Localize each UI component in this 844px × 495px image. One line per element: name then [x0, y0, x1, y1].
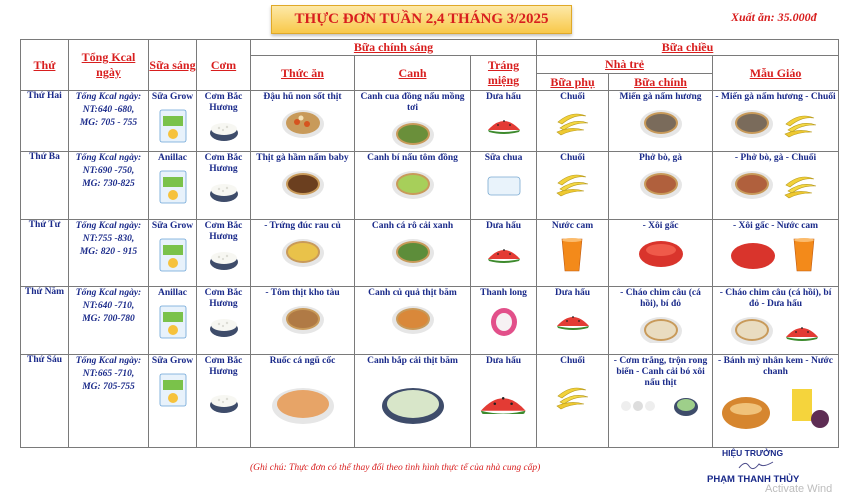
header-soup: Canh — [355, 56, 471, 91]
food-cell: Ruốc cá ngũ cốc — [251, 355, 355, 448]
principal-name: PHẠM THANH THỦY — [707, 474, 800, 485]
tofu-dish-icon — [281, 108, 325, 140]
milk-cell: Sữa Grow — [149, 91, 197, 152]
day-cell: Thứ Tư — [21, 220, 69, 287]
meal-cost: Xuất ăn: 35.000đ — [731, 10, 817, 24]
table-row — [21, 91, 839, 152]
header-kindergarten: Mẫu Giáo — [713, 56, 839, 91]
snack-cell: Chuối — [537, 91, 609, 152]
banana-icon — [556, 108, 590, 138]
bread-lemonade-icon — [720, 383, 832, 435]
pho-bowl-icon — [639, 169, 683, 201]
soup-cell: Canh bắp cải thịt băm — [355, 355, 471, 448]
table-row — [21, 355, 839, 448]
header-milk: Sữa sáng — [149, 40, 197, 91]
nursery-main-cell: - Xôi gấc — [609, 220, 713, 287]
table-row — [21, 152, 839, 220]
rice-bowl-icon — [209, 180, 239, 202]
dessert-cell: Thanh long — [471, 287, 537, 355]
principal-title: HIỆU TRƯỞNG — [722, 448, 784, 458]
braised-pork-icon — [281, 304, 325, 336]
rice-bowl-icon — [209, 119, 239, 141]
header-dessert: Tráng miệng — [471, 56, 537, 91]
header-nursery: Nhà trẻ — [537, 56, 713, 74]
pho-banana-icon — [730, 169, 822, 201]
milk-box-icon — [158, 108, 188, 144]
kindergarten-cell: - Miến gà nấm hương - Chuối — [713, 91, 839, 152]
snack-cell: Chuối — [537, 355, 609, 448]
sticky-rice-juice-icon — [728, 237, 824, 273]
watermelon-icon — [486, 237, 522, 267]
soup-bowl-icon — [391, 237, 435, 269]
day-cell: Thứ Năm — [21, 287, 69, 355]
noodle-banana-icon — [730, 108, 822, 140]
nursery-main-cell: Phở bò, gà — [609, 152, 713, 220]
snack-cell: Dưa hấu — [537, 287, 609, 355]
chicken-dish-icon — [281, 169, 325, 201]
signature-icon — [737, 458, 777, 472]
food-cell: Đậu hũ non sốt thịt — [251, 91, 355, 152]
food-cell: Thịt gà hầm nấm baby — [251, 152, 355, 220]
rice-bowl-icon — [209, 315, 239, 337]
soup-cell: Canh cua đồng nấu mồng tơi — [355, 91, 471, 152]
rice-balls-icon — [616, 394, 706, 418]
snack-cell: Nước cam — [537, 220, 609, 287]
milk-box-icon — [158, 372, 188, 408]
kindergarten-cell: - Cháo chim câu (cá hồi), bí đỏ - Dưa hấu — [713, 287, 839, 355]
watermelon-icon — [478, 380, 530, 414]
header-snack: Bữa phụ — [537, 74, 609, 91]
kcal-cell: Tổng Kcal ngày: NT:640 -710, MG: 700-780 — [69, 287, 149, 355]
day-cell: Thứ Hai — [21, 91, 69, 152]
milk-box-icon — [158, 237, 188, 273]
watermelon-icon — [486, 108, 522, 138]
fish-floss-icon — [270, 382, 336, 426]
soup-cell: Canh củ quả thịt băm — [355, 287, 471, 355]
dragon-fruit-icon — [486, 304, 522, 338]
soup-cell: Canh cá rô cải xanh — [355, 220, 471, 287]
header-day: Thứ — [21, 40, 69, 91]
rice-cell: Cơm Bắc Hương — [197, 91, 251, 152]
nursery-main-cell: - Cháo chim câu (cá hồi), bí đỏ — [609, 287, 713, 355]
header-afternoon: Bữa chiều — [537, 40, 839, 56]
milk-box-icon — [158, 169, 188, 205]
dessert-cell: Sữa chua — [471, 152, 537, 220]
rice-bowl-icon — [209, 248, 239, 270]
kcal-cell: Tổng Kcal ngày: NT:755 -830, MG: 820 - 915 — [69, 220, 149, 287]
milk-cell: Anillac — [149, 152, 197, 220]
soup-bowl-icon — [391, 304, 435, 336]
kcal-cell: Tổng Kcal ngày: NT:690 -750, MG: 730-825 — [69, 152, 149, 220]
porridge-watermelon-icon — [730, 315, 822, 345]
watermelon-icon — [555, 304, 591, 334]
rice-bowl-icon — [209, 391, 239, 413]
weekly-menu-table — [20, 39, 839, 448]
soup-cell: Canh bí nấu tôm đồng — [355, 152, 471, 220]
dessert-cell: Dưa hấu — [471, 220, 537, 287]
rice-cell: Cơm Bắc Hương — [197, 152, 251, 220]
header-morning-meal: Bữa chính sáng — [251, 40, 537, 56]
nursery-main-cell: Miến gà nấm hương — [609, 91, 713, 152]
day-cell: Thứ Sáu — [21, 355, 69, 448]
day-cell: Thứ Ba — [21, 152, 69, 220]
banana-icon — [556, 169, 590, 199]
food-cell: - Tôm thịt kho tàu — [251, 287, 355, 355]
milk-cell: Sữa Grow — [149, 355, 197, 448]
sticky-rice-icon — [636, 237, 686, 269]
rice-cell: Cơm Bắc Hương — [197, 287, 251, 355]
header-main-meal: Bữa chính — [609, 74, 713, 91]
kindergarten-cell: - Xôi gấc - Nước cam — [713, 220, 839, 287]
rice-cell: Cơm Bắc Hương — [197, 220, 251, 287]
dessert-cell: Dưa hấu — [471, 355, 537, 448]
table-row — [21, 287, 839, 355]
header-kcal: Tổng Kcal ngày — [69, 40, 149, 91]
yogurt-icon — [484, 169, 524, 199]
milk-box-icon — [158, 304, 188, 340]
soup-bowl-icon — [391, 169, 435, 201]
watermark: Activate Wind — [765, 483, 833, 495]
kindergarten-cell: - Phở bò, gà - Chuối — [713, 152, 839, 220]
footnote: (Ghi chú: Thực đơn có thể thay đổi theo tình hình thực tế của nhà cung cấp) — [250, 463, 541, 473]
header-food: Thức ăn — [251, 56, 355, 91]
nursery-main-cell: - Cơm trắng, trộn rong biển - Canh cải bó xôi nấu thịt — [609, 355, 713, 448]
cabbage-soup-icon — [380, 382, 446, 426]
porridge-icon — [639, 315, 683, 343]
orange-juice-icon — [556, 237, 590, 273]
menu-title: THỰC ĐƠN TUẦN 2,4 THÁNG 3/2025 — [271, 5, 572, 34]
snack-cell: Chuối — [537, 152, 609, 220]
food-cell: - Trứng đúc rau củ — [251, 220, 355, 287]
omelette-icon — [281, 237, 325, 269]
milk-cell: Anillac — [149, 287, 197, 355]
kcal-cell: Tổng Kcal ngày: NT:640 -680, MG: 705 - 755 — [69, 91, 149, 152]
kcal-cell: Tổng Kcal ngày: NT:665 -710, MG: 705-755 — [69, 355, 149, 448]
table-row — [21, 220, 839, 287]
header-rice: Cơm — [197, 40, 251, 91]
milk-cell: Sữa Grow — [149, 220, 197, 287]
rice-cell: Cơm Bắc Hương — [197, 355, 251, 448]
dessert-cell: Dưa hấu — [471, 91, 537, 152]
soup-bowl-icon — [391, 119, 435, 151]
banana-icon — [556, 382, 590, 412]
noodle-bowl-icon — [639, 108, 683, 140]
kindergarten-cell: - Bánh mỳ nhân kem - Nước chanh — [713, 355, 839, 448]
